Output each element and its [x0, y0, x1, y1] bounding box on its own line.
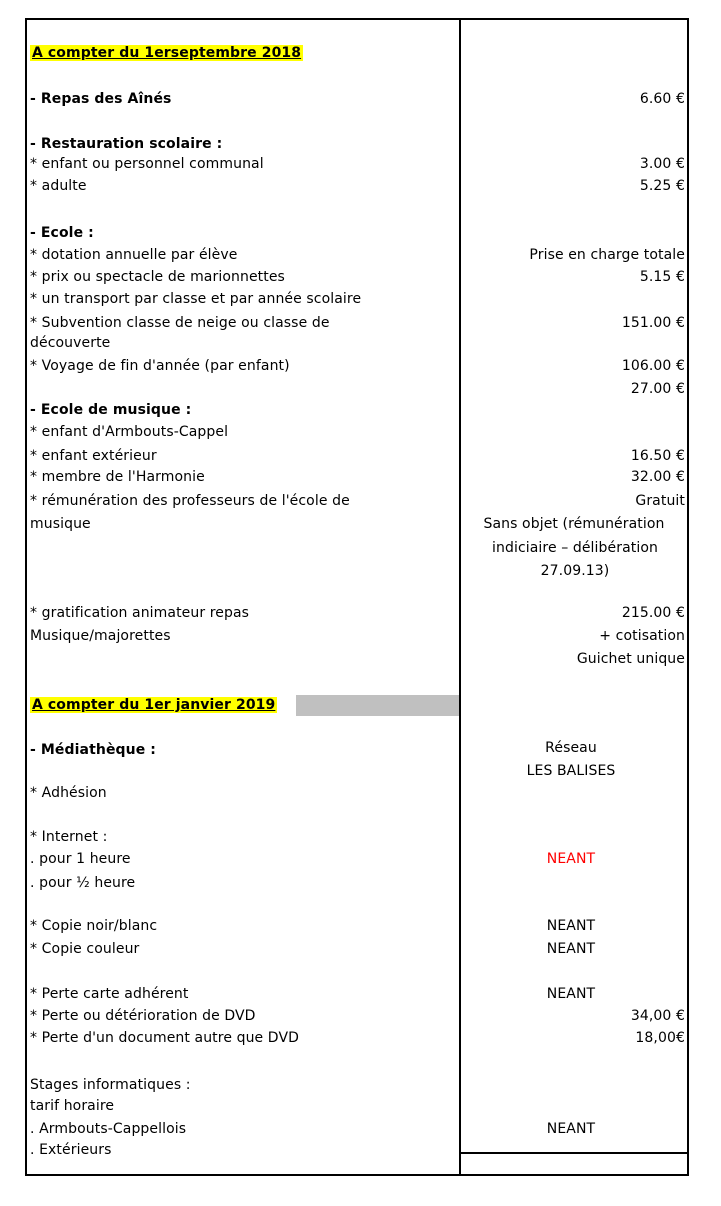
musique-exterieur-price: 16.50 € — [630, 448, 685, 464]
restauration-title: - Restauration scolaire : — [30, 136, 223, 152]
stages-title: Stages informatiques : — [30, 1077, 191, 1093]
internet-title: * Internet : — [30, 829, 108, 845]
column-divider — [459, 18, 461, 1176]
mediatheque-balises: LES BALISES — [526, 763, 616, 779]
section-heading-2018: A compter du 1erseptembre 2018 — [32, 45, 302, 61]
gratification-price-2: + cotisation — [599, 628, 685, 644]
perte-doc-label: * Perte d'un document autre que DVD — [30, 1030, 300, 1046]
dotation-label: * dotation annuelle par élève — [30, 247, 238, 263]
perte-carte-value: NEANT — [546, 986, 596, 1002]
musique-armbouts: * enfant d'Armbouts-Cappel — [30, 424, 229, 440]
gratification-label-2: Musique/majorettes — [30, 628, 171, 644]
musique-title: - Ecole de musique : — [30, 402, 192, 418]
repas-price: 6.60 € — [639, 91, 685, 107]
sans-objet-1: Sans objet (rémunération — [483, 516, 665, 532]
stages-armbouts: . Armbouts-Cappellois — [30, 1121, 187, 1137]
table-bottom-line — [461, 1152, 689, 1154]
mediatheque-reseau: Réseau — [545, 740, 597, 756]
subvention-line2: découverte — [30, 335, 111, 351]
restauration-item-adulte: * adulte — [30, 178, 87, 194]
section-heading-2019: A compter du 1er janvier 2019 — [32, 697, 276, 713]
remuneration-price: Gratuit — [635, 493, 685, 509]
mediatheque-title: - Médiathèque : — [30, 742, 156, 758]
subvention-line1 — [30, 315, 456, 331]
voyage-label: * Voyage de fin d'année (par enfant) — [30, 358, 290, 374]
sans-objet-2: indiciaire – délibération — [492, 540, 658, 556]
musique-exterieur: * enfant extérieur — [30, 448, 157, 464]
transport-label: * un transport par classe et par année scolaire — [30, 291, 362, 307]
internet-heure: . pour 1 heure — [30, 851, 131, 867]
musique-harmonie-price: 32.00 € — [630, 469, 685, 485]
restauration-item-enfant: * enfant ou personnel communal — [30, 156, 264, 172]
dotation-price: Prise en charge totale — [529, 247, 685, 263]
internet-neant: NEANT — [546, 851, 596, 867]
subvention-text: * Subvention classe de neige ou classe de — [30, 315, 330, 331]
gratification-price-3: Guichet unique — [576, 651, 685, 667]
repas-label: - Repas des Aînés — [30, 91, 172, 107]
subvention-price: 151.00 € — [621, 315, 685, 331]
copie-couleur-label: * Copie couleur — [30, 941, 140, 957]
heading-grey-bar — [296, 695, 459, 716]
prix-price: 5.15 € — [639, 269, 685, 285]
sans-objet-3: 27.09.13) — [540, 563, 610, 579]
voyage-price-2: 27.00 € — [630, 381, 685, 397]
ecole-title: - Ecole : — [30, 225, 94, 241]
perte-doc-price: 18,00€ — [635, 1030, 685, 1046]
remuneration-line2: musique — [30, 516, 91, 532]
copie-couleur-value: NEANT — [546, 941, 596, 957]
stages-exterieurs: . Extérieurs — [30, 1142, 112, 1158]
perte-carte-label: * Perte carte adhérent — [30, 986, 189, 1002]
tariff-table — [25, 18, 689, 1176]
gratification-label: * gratification animateur repas — [30, 605, 250, 621]
voyage-price: 106.00 € — [621, 358, 685, 374]
perte-dvd-price: 34,00 € — [630, 1008, 685, 1024]
stages-neant: NEANT — [546, 1121, 596, 1137]
prix-label: * prix ou spectacle de marionnettes — [30, 269, 285, 285]
copie-nb-value: NEANT — [546, 918, 596, 934]
internet-demi: . pour ½ heure — [30, 875, 136, 891]
perte-dvd-label: * Perte ou détérioration de DVD — [30, 1008, 256, 1024]
copie-nb-label: * Copie noir/blanc — [30, 918, 158, 934]
restauration-price-enfant: 3.00 € — [639, 156, 685, 172]
stages-tarif: tarif horaire — [30, 1098, 115, 1114]
adhesion-label: * Adhésion — [30, 785, 107, 801]
restauration-price-adulte: 5.25 € — [639, 178, 685, 194]
gratification-price: 215.00 € — [621, 605, 685, 621]
musique-harmonie: * membre de l'Harmonie — [30, 469, 205, 485]
remuneration-line1: * rémunération des professeurs de l'école de — [30, 493, 350, 509]
